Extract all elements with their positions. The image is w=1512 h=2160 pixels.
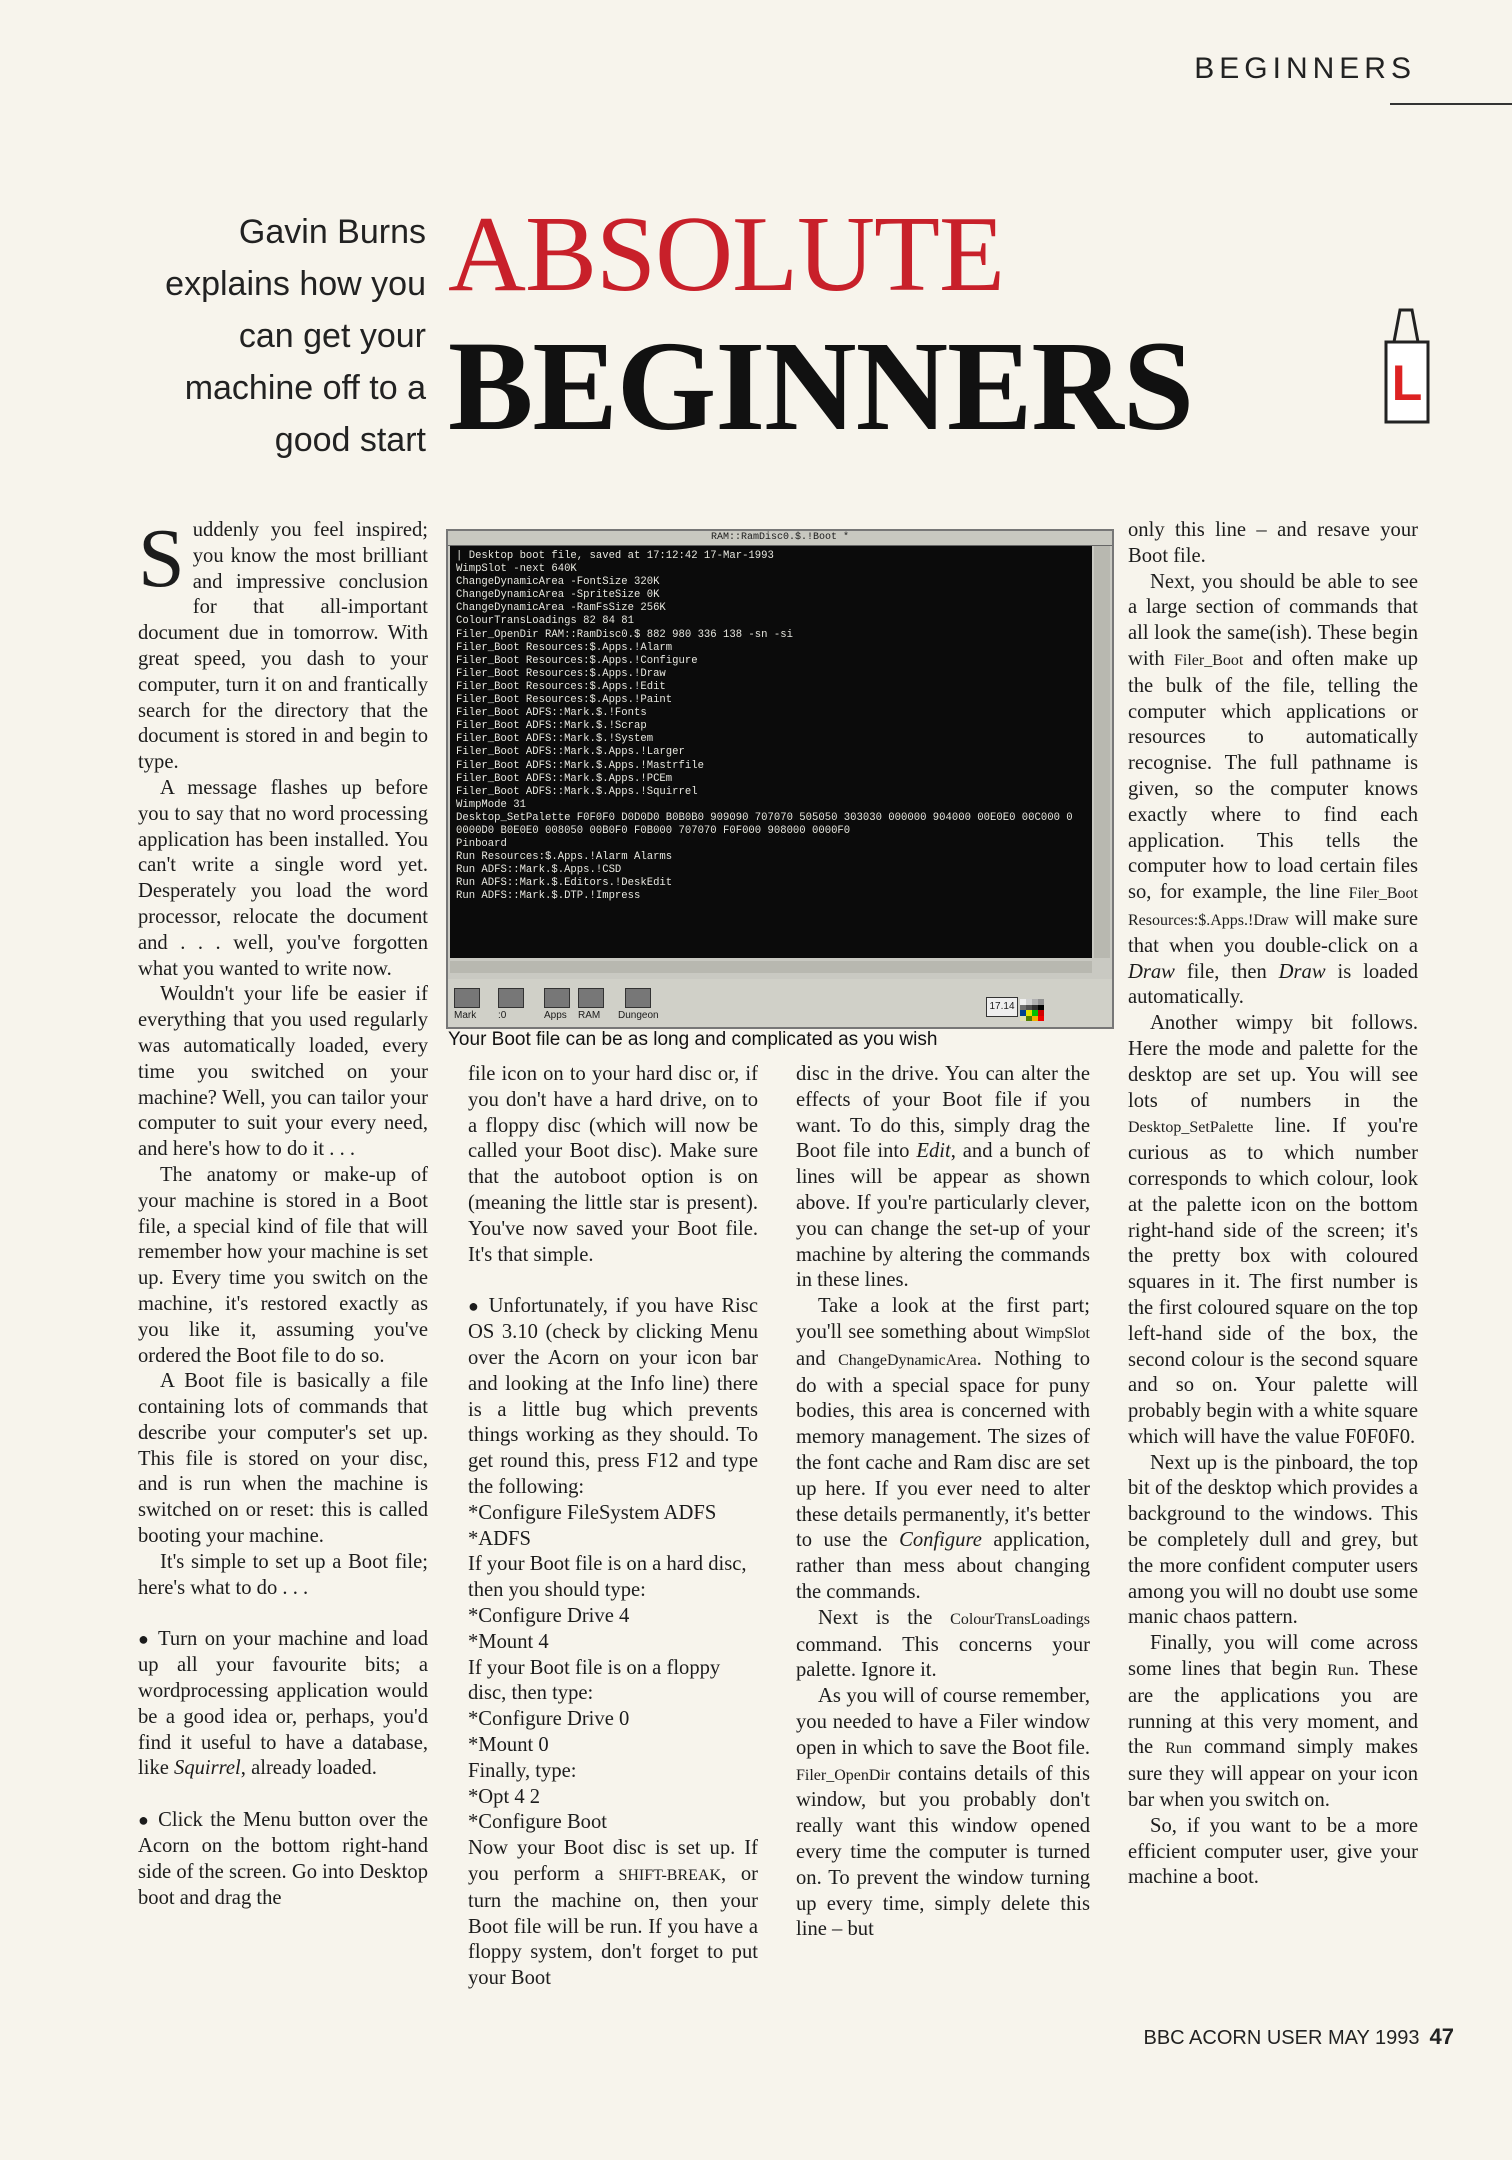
command-line: *Configure Drive 0 xyxy=(468,1708,630,1731)
code-line: Run Resources:$.Apps.!Alarm Alarms xyxy=(456,851,673,864)
code-line: ChangeDynamicArea -SpriteSize 0K xyxy=(456,589,660,602)
code-line: Filer_Boot ADFS::Mark.$.Apps.!Squirrel xyxy=(456,785,698,798)
dungeon-icon xyxy=(625,988,651,1008)
command-line: *ADFS xyxy=(468,1527,531,1550)
drop-cap: S xyxy=(138,512,185,605)
command-line: *Configure Boot xyxy=(468,1811,607,1834)
page-number: 47 xyxy=(1429,2024,1454,2049)
paragraph: If your Boot file is on a floppy disc, then type: xyxy=(468,1656,721,1705)
paragraph: Take a look at the first part; you'll see something about WimpSlot and ChangeDynamicArea. Nothing to do with a special space for puny bodies, this area is concerned with memory management. The sizes of the font cache and Ram disc are set up here. If you ever need to alter these details permanently, it's better to use the Configure application, rather than mess about changing the commands. xyxy=(796,1295,1091,1603)
command-line: *Mount 4 xyxy=(468,1630,549,1653)
headline-line-1: ABSOLUTE xyxy=(448,195,1004,314)
code-line: Filer_Boot Resources:$.Apps.!Draw xyxy=(456,667,666,680)
code-line: Run ADFS::Mark.$.DTP.!Impress xyxy=(456,890,641,903)
ram-icon xyxy=(578,988,604,1008)
code-line: Filer_Boot ADFS::Mark.$.!Scrap xyxy=(456,720,647,733)
column-2 xyxy=(468,1062,758,1992)
code-line: ChangeDynamicArea -RamFsSize 256K xyxy=(456,602,666,615)
code-line: Filer_Boot Resources:$.Apps.!Paint xyxy=(456,694,673,707)
bullet-paragraph: ● Unfortunately, if you have Risc OS 3.10 (check by clicking Menu over the Acorn on your icon bar and looking at the Info line) there is a little bug which prevents things working as they should. To get round this, press F12 and type the following: xyxy=(468,1294,758,1500)
command-line: *Configure Drive 4 xyxy=(468,1604,630,1627)
code-line: Run ADFS::Mark.$.Editors.!DeskEdit xyxy=(456,877,673,890)
edit-window xyxy=(450,546,1092,958)
code-line: Run ADFS::Mark.$.Apps.!CSD xyxy=(456,864,622,877)
code-line: 0000D0 B0E0E0 008050 00B0F0 F0B000 707070 F0F000 908000 0000F0 xyxy=(456,824,851,837)
iconbar-disc-mark[interactable]: Mark xyxy=(454,988,480,1021)
apps-icon xyxy=(544,988,570,1008)
paragraph: It's simple to set up a Boot file; here's what to do . . . xyxy=(138,1550,428,1599)
section-rule xyxy=(1390,103,1512,105)
paragraph: As you will of course remember, you needed to have a Filer window open in which to save the Boot file. Filer_OpenDir contains details of this window, but you probably don't really want this window opened every time the computer is turned on. To prevent the window turning up every time, simply delete this line – but xyxy=(796,1685,1090,1941)
headline-line-2: BEGINNERS xyxy=(448,315,1193,457)
section-tag: BEGINNERS xyxy=(1194,52,1416,85)
code-line: Desktop_SetPalette F0F0F0 D0D0D0 B0B0B0 909090 707070 505050 303030 000000 904000 00E0E0 00C000 0 xyxy=(456,811,1073,824)
paragraph: A message flashes up before you to say that no word processing application has been installed. You can't write a single word yet. Desperately you load the word processor, relocate the document and . . . well, you've forgotten what you wanted to write now. xyxy=(138,776,428,980)
paragraph: disc in the drive. You can alter the effects of your Boot file if you want. To do this, simply drag the Boot file into Edit, and a bunch of lines will be appear as shown above. If you're particularly clever, you can change the set-up of your machine by altering the commands in these lines. xyxy=(796,1063,1090,1292)
code-line: ColourTransLoadings 82 84 81 xyxy=(456,615,635,628)
drive-icon xyxy=(498,988,524,1008)
code-line: Pinboard xyxy=(456,838,507,851)
intro-paragraph: Suddenly you feel inspired; you know the most brilliant and impressive conclusion for that all-important document due in tomorrow. With great speed, you dash to your computer, turn it on and frantically search for the directory that the document is stored in and begin to type. xyxy=(138,512,428,774)
paragraph: Finally, type: xyxy=(468,1759,577,1782)
code-line: Filer_Boot ADFS::Mark.$.Apps.!Larger xyxy=(456,746,685,759)
paragraph: Next is the ColourTransLoadings command. This concerns your palette. Ignore it. xyxy=(796,1606,1090,1682)
code-line: ChangeDynamicArea -FontSize 320K xyxy=(456,576,660,589)
paragraph: So, if you want to be a more efficient computer user, give your machine a boot. xyxy=(1128,1814,1418,1889)
paragraph: Wouldn't your life be easier if everything that you used regularly was automatically loaded, every time you switched on your machine? Well, you can tailor your computer to suit your every need, and here's how to do it . . . xyxy=(138,983,428,1161)
command-line: *Opt 4 2 xyxy=(468,1785,541,1808)
paragraph: Next up is the pinboard, the top bit of the desktop which provides a background to the windows. This be completely dull and grey, but the more confident computer users among you will no doubt use some manic chaos pattern. xyxy=(1128,1451,1418,1629)
code-line: Filer_Boot ADFS::Mark.$.Apps.!Mastrfile xyxy=(456,759,704,772)
code-line: Filer_Boot ADFS::Mark.$.Apps.!PCEm xyxy=(456,772,673,785)
window-title: RAM::RamDisc0.$.!Boot * xyxy=(448,531,1112,546)
bullet-paragraph: ● Turn on your machine and load up all your favourite bits; a wordprocessing application would be a good idea or, perhaps, you'd find it useful to have a database, like Squirrel, already loaded. xyxy=(138,1627,428,1782)
code-line: Filer_Boot Resources:$.Apps.!Alarm xyxy=(456,641,673,654)
column-4 xyxy=(1128,518,1418,1891)
palette-swatch xyxy=(1038,1016,1044,1022)
paragraph: The anatomy or make-up of your machine is stored in a Boot file, a special kind of file that will remember how your machine is set up. Every time you switch on the machine, it's restored exactly as you like it, assuming you've ordered the Boot file to do so. xyxy=(138,1163,428,1367)
standfirst: Gavin Burns explains how you can get your machine off to a good start xyxy=(165,213,426,459)
code-line: WimpSlot -next 640K xyxy=(456,563,577,576)
paragraph: Finally, you will come across some lines that begin Run. These are the applications you are running at this very moment, and the Run command simply makes sure they will appear on your icon bar when you switch on. xyxy=(1128,1632,1418,1812)
boot-file-screenshot xyxy=(446,529,1114,1029)
l-plate-letter: L xyxy=(1391,355,1423,411)
iconbar-drive-0[interactable]: :0 xyxy=(498,988,524,1021)
paragraph: If your Boot file is on a hard disc, then you should type: xyxy=(468,1553,747,1602)
screenshot-caption: Your Boot file can be as long and complicated as you wish xyxy=(448,1029,938,1050)
command-line: *Mount 0 xyxy=(468,1733,549,1756)
iconbar-apps[interactable]: Apps xyxy=(544,988,570,1021)
page-footer xyxy=(1143,2024,1454,2050)
iconbar-ram[interactable]: RAM xyxy=(578,988,604,1021)
code-line: | Desktop boot file, saved at 17:12:42 17-Mar-1993 xyxy=(456,550,774,562)
icon-bar xyxy=(448,979,1112,1027)
code-line: Filer_Boot Resources:$.Apps.!Edit xyxy=(456,680,666,693)
paragraph: file icon on to your hard disc or, if you don't have a hard drive, on to a floppy disc (which will now be called your Boot disc). Make sure that the autoboot option is on (meaning the little star is present). You've now saved your Boot file. It's that simple. xyxy=(468,1063,758,1266)
paragraph: only this line – and resave your Boot file. xyxy=(1128,519,1418,567)
palette-icon[interactable] xyxy=(1020,999,1044,1021)
code-line: WimpMode 31 xyxy=(456,798,526,811)
column-1 xyxy=(138,512,428,1911)
code-line: Filer_Boot ADFS::Mark.$.!System xyxy=(456,733,654,746)
paragraph: Next, you should be able to see a large section of commands that all look the same(ish). These begin with Filer_Boot and often make up the bulk of the file, telling the computer which applications or resources to automatically recognise. The full pathname is given, so the computer knows exactly where to find each application. This tells the computer how to load certain files so, for example, the line Filer_Boot Resources:$.Apps.!Draw will make sure that when you double-click on a Draw file, then Draw is loaded automatically. xyxy=(1128,570,1418,1009)
bullet-paragraph: ● Click the Menu button over the Acorn on the bottom right-hand side of the screen. Go into Desktop boot and drag the xyxy=(138,1808,428,1911)
iconbar-clock[interactable]: 17.14 xyxy=(986,997,1018,1017)
paragraph: Another wimpy bit follows. Here the mode and palette for the desktop are set up. You will see lots of numbers in the Desktop_SetPalette line. If you're curious as to which number corresponds to which colour, look at the palette icon on the bottom right-hand side of the screen; it's the pretty box with coloured squares in it. The first number is the first coloured square on the top left-hand side of the box, the second colour is the second square and so on. Your palette will probably begin with a white square which will have the value F0F0F0. xyxy=(1128,1012,1418,1448)
magazine-issue: BBC ACORN USER MAY 1993 xyxy=(1143,2027,1420,2049)
horizontal-scrollbar[interactable] xyxy=(450,961,1092,973)
paragraph: A Boot file is basically a file containing lots of commands that describe your computer's set up. This file is stored on your disc, and is run when the machine is switched on or reset: this is called booting your machine. xyxy=(138,1370,428,1548)
code-line: Filer_Boot ADFS::Mark.$.!Fonts xyxy=(456,707,647,720)
l-plate-icon xyxy=(1382,308,1432,428)
vertical-scrollbar[interactable] xyxy=(1094,546,1110,958)
column-3 xyxy=(796,1062,1090,1943)
command-line: *Configure FileSystem ADFS xyxy=(468,1501,717,1524)
boot-file-text xyxy=(456,550,1088,904)
iconbar-dungeon[interactable]: Dungeon xyxy=(618,988,659,1021)
floppy-icon xyxy=(454,988,480,1008)
code-line: Filer_OpenDir RAM::RamDisc0.$ 882 980 336 138 -sn -si xyxy=(456,628,793,641)
code-line: Filer_Boot Resources:$.Apps.!Configure xyxy=(456,654,698,667)
paragraph: Now your Boot disc is set up. If you perform a SHIFT-BREAK, or turn the machine on, then your Boot file will be run. If you have a floppy system, don't forget to put your Boot xyxy=(468,1837,758,1990)
